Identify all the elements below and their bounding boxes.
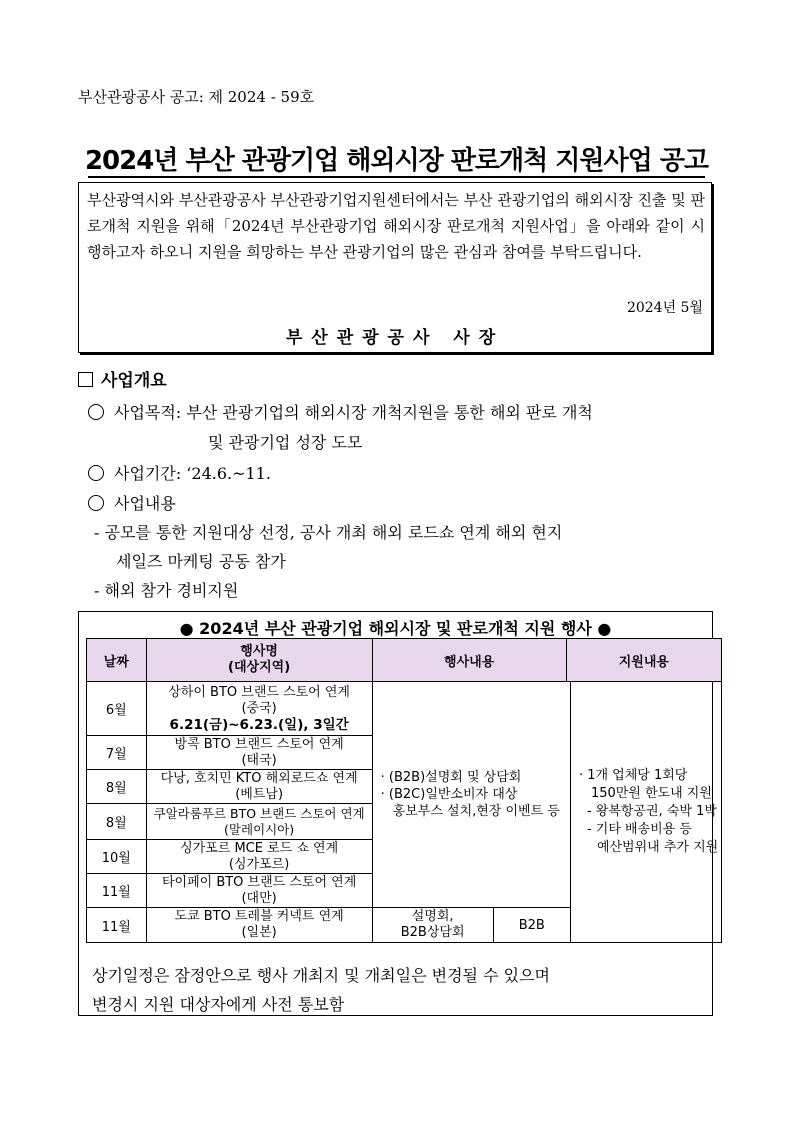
col-support: 지원내용 — [618, 654, 669, 670]
table-row — [87, 682, 722, 736]
period-line — [88, 461, 271, 484]
square-bullet-icon — [78, 372, 93, 387]
table-header-row — [87, 639, 722, 682]
row-date: 7월 — [87, 736, 147, 770]
purpose-label: 사업목적: — [114, 403, 182, 422]
col-name — [146, 639, 372, 682]
content-label: 사업내용 — [114, 494, 176, 513]
row-date: 10월 — [87, 840, 147, 874]
content-line — [88, 491, 176, 514]
note-line-1: 상기일정은 잠정안으로 행사 개최지 및 개최일은 변경될 수 있으며 — [92, 966, 551, 985]
support-5: 예산범위내 추가 지원 — [596, 840, 719, 855]
col-content: 행사내용 — [373, 639, 567, 681]
events-heading: ● 2024년 부산 관광기업 해외시장 및 판로개척 지원 행사 ● — [179, 619, 612, 638]
row-name-text: 싱가포르 MCE 로드 쇼 연계 — [180, 840, 339, 856]
events-table — [86, 638, 722, 943]
row-name — [146, 874, 372, 908]
row-region: (베트남) — [235, 786, 284, 802]
row-extra: 6.21(금)~6.23.(일), 3일간 — [169, 716, 349, 733]
intro-signature: 부산관광공사 사장 — [285, 328, 505, 348]
support-3: - 왕복항공권, 숙박 1박 — [586, 804, 717, 819]
last-content-cell — [372, 908, 570, 943]
support-4: - 기타 배송비용 등 — [586, 822, 692, 837]
row-date: 8월 — [87, 770, 147, 804]
content-main-3: 홍보부스 설치,현장 이벤트 등 — [392, 804, 560, 819]
row-name — [146, 682, 372, 736]
row-date: 6월 — [87, 682, 147, 736]
row-region: (대만) — [241, 890, 277, 906]
support-2: 150만원 한도내 지원 — [590, 786, 712, 801]
period-text: 사업기간: ‘24.6.~11. — [114, 464, 271, 483]
row-name-text: 다낭, 호치민 KTO 해외로드쇼 연계 — [160, 770, 358, 786]
content-main-2: · (B2C)일반소비자 대상 — [380, 787, 518, 802]
col-content-support — [372, 639, 721, 682]
circle-bullet-icon — [88, 495, 104, 511]
col-name-line2: (대상지역) — [228, 660, 291, 675]
content-item-1: - 공모를 통한 지원대상 선정, 공사 개최 해외 로드쇼 연계 해외 현지 — [94, 523, 563, 542]
row-name — [146, 736, 372, 770]
circle-bullet-icon — [88, 404, 104, 420]
col-date: 날짜 — [87, 639, 147, 682]
last-content-1: 설명회, — [411, 909, 454, 924]
last-content-2: B2B상담회 — [400, 925, 465, 940]
content-item-1-cont: 세일즈 마케팅 공동 참가 — [116, 552, 286, 571]
row-region: (중국) — [241, 700, 277, 716]
intro-text: 부산광역시와 부산관광공사 부산관광기업지원센터에서는 부산 관광기업의 해외시장 진출 및 판로개척 지원을 위해「2024년 부산관광기업 해외시장 판로개척 지원사업」을 아래와 같이 시행하고자 하오니 지원을 희망하는 부산 관광기업의 많은 관심과 참여를 부탁드립니다. — [87, 191, 705, 261]
row-name — [146, 840, 372, 874]
col-name-line1: 행사명 — [240, 644, 278, 659]
content-item-2: - 해외 참가 경비지원 — [94, 581, 239, 600]
row-name-text: 타이페이 BTO 브랜드 스토어 연계 — [161, 874, 357, 890]
row-date: 11월 — [87, 908, 147, 943]
last-content-type: B2B — [518, 917, 545, 933]
overview-heading-text: 사업개요 — [101, 371, 167, 391]
row-name-text: 쿠알라룸푸르 BTO 브랜드 스토어 연계 — [153, 805, 365, 821]
row-region: (태국) — [241, 752, 277, 768]
title-underline — [88, 176, 705, 178]
row-date: 11월 — [87, 874, 147, 908]
content-cell — [372, 682, 570, 908]
row-name — [146, 804, 372, 840]
page-title: 2024년 부산 관광기업 해외시장 판로개척 지원사업 공고 — [84, 146, 709, 176]
circle-bullet-icon — [88, 465, 104, 481]
notice-number: 부산관광공사 공고: 제 2024 - 59호 — [78, 88, 315, 106]
support-1: · 1개 업체당 1회당 — [578, 768, 688, 783]
overview-heading — [78, 366, 167, 391]
purpose-line — [88, 400, 593, 423]
note-line-2: 변경시 지원 대상자에게 사전 통보함 — [92, 995, 345, 1014]
intro-box — [78, 182, 712, 353]
row-name — [146, 908, 372, 943]
row-region: (싱가포르) — [228, 856, 290, 872]
purpose-line-2: 및 관광기업 성장 도모 — [208, 433, 363, 452]
row-name-text: 방콕 BTO 브랜드 스토어 연계 — [174, 736, 344, 752]
row-region: (일본) — [241, 925, 277, 940]
support-cell — [570, 682, 721, 943]
purpose-text: 부산 관광기업의 해외시장 개척지원을 통한 해외 판로 개척 — [186, 403, 593, 422]
row-region: (말레이시아) — [224, 821, 295, 837]
row-name — [146, 770, 372, 804]
intro-date: 2024년 5월 — [626, 300, 703, 316]
content-main-1: · (B2B)설명회 및 상담회 — [380, 770, 522, 785]
row-name-text: 상하이 BTO 브랜드 스토어 연계 — [168, 684, 350, 700]
row-date: 8월 — [87, 804, 147, 840]
row-name-text: 도쿄 BTO 트레블 커넥트 연계 — [174, 909, 344, 924]
last-content — [373, 908, 494, 942]
